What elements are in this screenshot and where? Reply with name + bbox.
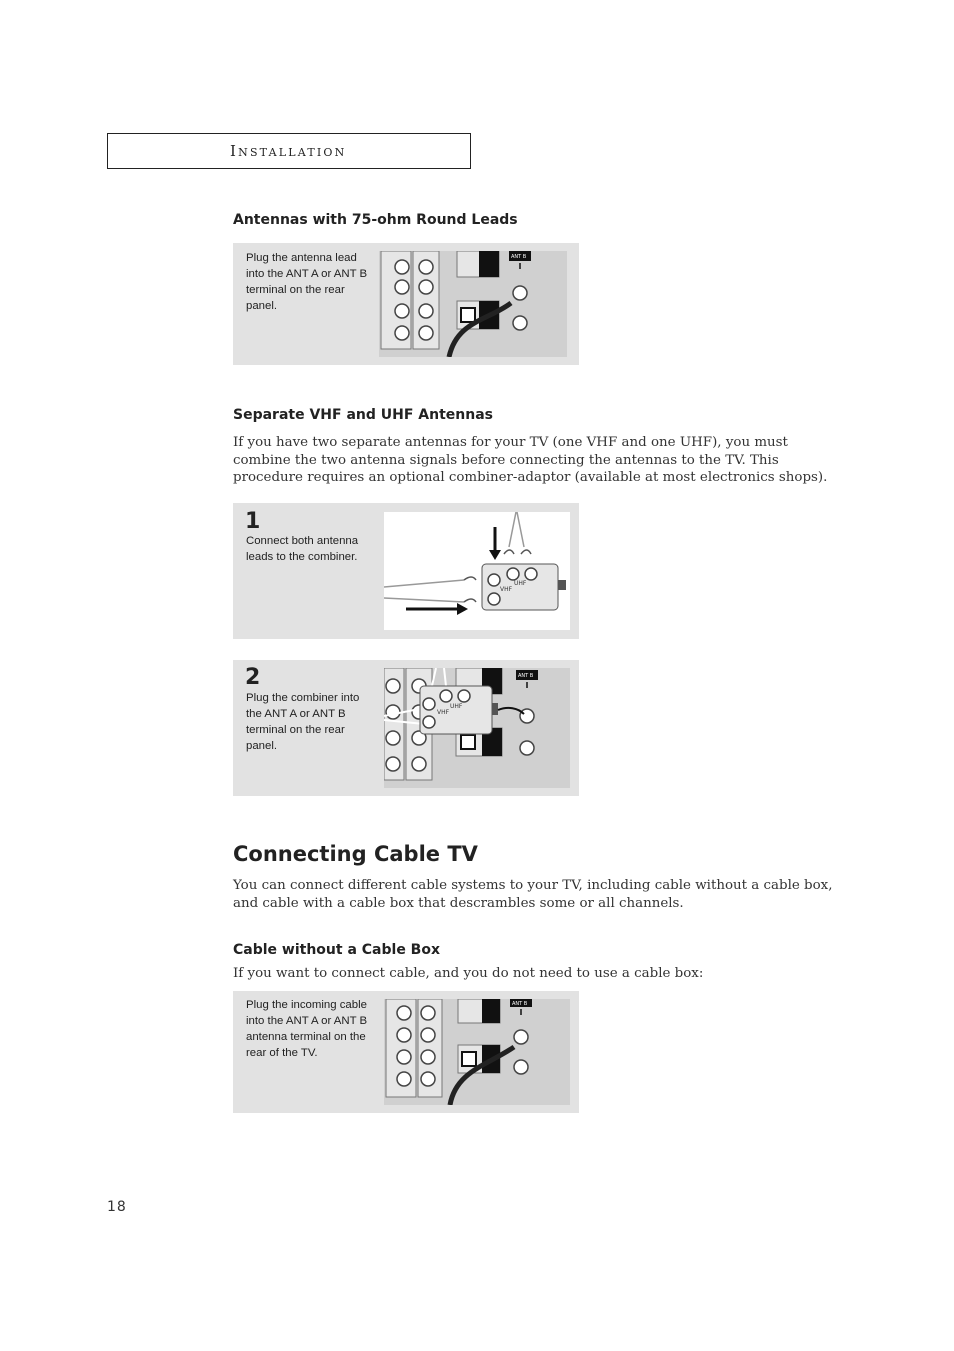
separate-antennas-body: If you have two separate antennas for your TV (one VHF and one UHF), you must combine the two antenna signals before connecting the antennas to the TV. This procedure requires an optional combiner-adaptor (available at most electronics shops). — [233, 435, 828, 485]
cable-intro: You can connect different cable systems to your TV, including cable without a cable box, and cable with a cable box that descrambles some or all channels. — [233, 878, 833, 911]
ant-b-label: ANT B — [518, 673, 534, 679]
vhf-label: VHF — [500, 586, 513, 593]
caption-cable-without-box: Plug the incoming cable into the ANT A or ANT B antenna terminal on the rear of the TV. — [246, 999, 368, 1059]
cable-rear-panel-illustration — [384, 999, 570, 1105]
combiner-illustration — [384, 512, 570, 630]
caption-75-ohm: Plug the antenna lead into the ANT A or ANT B terminal on the rear panel. — [246, 252, 368, 312]
section-header — [107, 133, 471, 169]
page-number: 18 — [107, 1199, 127, 1215]
figure-step-2 — [233, 660, 579, 796]
step-2-number: 2 — [245, 665, 261, 690]
vhf-label: VHF — [437, 709, 450, 716]
step-1-number: 1 — [245, 509, 261, 534]
uhf-label: UHF — [514, 580, 527, 587]
heading-75-ohm: Antennas with 75-ohm Round Leads — [233, 212, 518, 228]
section-title: Installation — [230, 142, 347, 160]
heading-cable-without-box: Cable without a Cable Box — [233, 942, 441, 958]
cable-without-box-body: If you want to connect cable, and you do not need to use a cable box: — [233, 966, 704, 981]
step-2-caption: Plug the combiner into the ANT A or ANT B terminal on the rear panel. — [246, 692, 360, 752]
ant-b-label: ANT B — [512, 1001, 528, 1007]
heading-connecting-cable-tv: Connecting Cable TV — [233, 842, 478, 866]
uhf-label: UHF — [450, 703, 463, 710]
heading-separate-antennas: Separate VHF and UHF Antennas — [233, 407, 493, 423]
combiner-on-panel-illustration — [384, 668, 570, 788]
rear-panel-illustration — [379, 251, 567, 357]
figure-75-ohm — [233, 243, 579, 365]
step-1-caption: Connect both antenna leads to the combiner. — [246, 535, 359, 563]
ant-b-label: ANT B — [511, 254, 527, 260]
figure-cable-without-box — [233, 991, 579, 1113]
figure-step-1 — [233, 503, 579, 639]
